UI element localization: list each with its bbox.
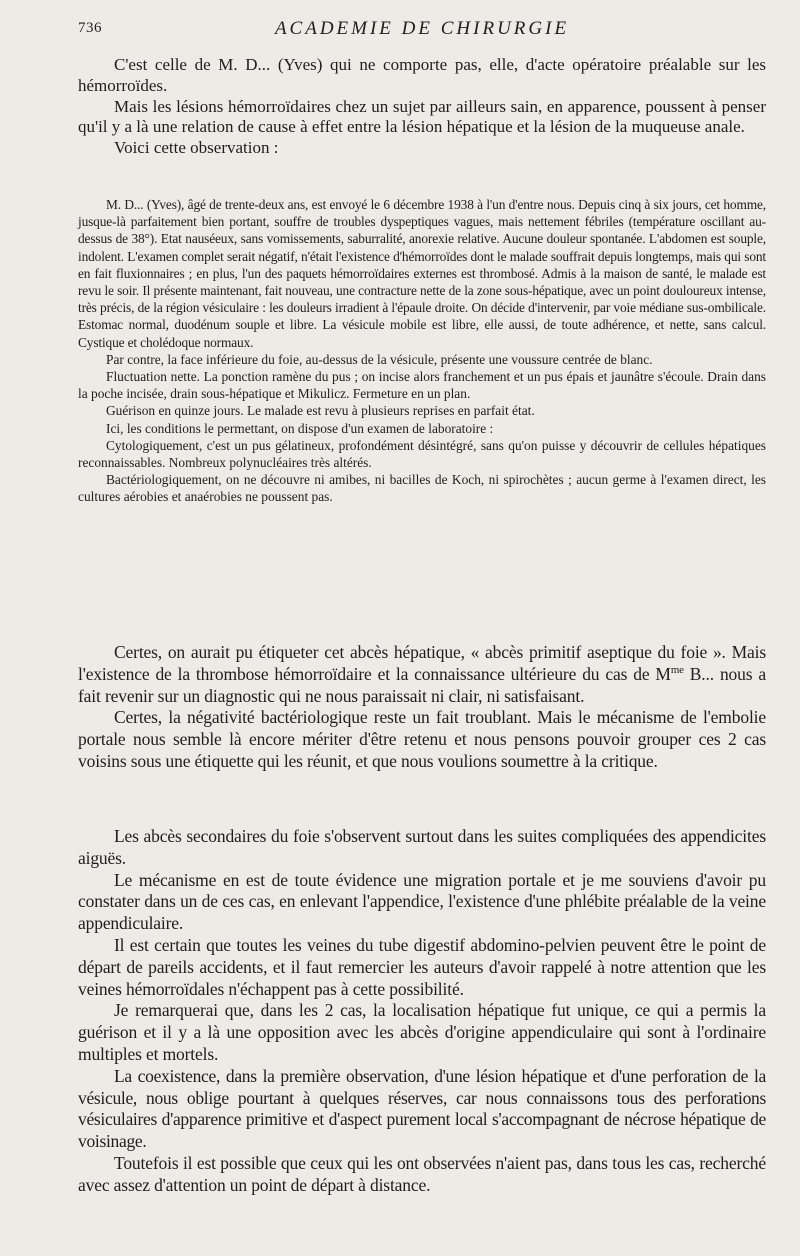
closing-paragraph: La coexistence, dans la première observation, d'une lésion hépatique et d'une perforation de la vésicule, nous oblige pourtant à quelques réserves, car nous connaissons tous des perforations vésiculaires d'apparence primitive et d'aspect purement local s'accompagnant de nécrose hépatique de voisinage. (78, 1065, 766, 1152)
discussion-section (78, 642, 766, 773)
observation-paragraph: M. D... (Yves), âgé de trente-deux ans, est envoyé le 6 décembre 1938 à l'un d'entre nous. Depuis cinq à six jours, cet homme, jusque-là parfaitement bien portant, souffre de troubles dyspeptiques vagues, mais nettement fébriles (température oscillant au-dessus de 38°). Etat nauséeux, sans vomissements, saburralité, anorexie relative. Aucune douleur spontanée. L'abdomen est souple, indolent. L'examen complet serait négatif, n'était l'existence d'hémorroïdes dont le malade souffrait depuis longtemps, mais qui sont en fait fluxionnaires ; en plus, l'un des paquets hémorroïdaires externes est thrombosé. Admis à la maison de santé, le malade est revu le soir. Il présente maintenant, fait nouveau, une contracture nette de la zone sous-hépatique, avec un point douloureux intense, très précis, de la région vésiculaire : les douleurs irradient à l'épaule droite. On décide d'intervenir, par voie médiane sus-ombilicale. Estomac normal, duodénum souple et libre. La vésicule mobile est libre, elle aussi, de toute adhérence, et nette, sans calcul. Cystique et cholédoque normaux. (78, 197, 766, 350)
closing-paragraph: Les abcès secondaires du foie s'observent surtout dans les suites compliquées des appendicites aiguës. (78, 826, 766, 868)
discussion-text: Certes, on aurait pu étiqueter cet abcès hépatique, « abcès primitif aseptique du foie ». Mais l'existence de la thrombose hémorroïdaire et la connaissance ultérieure du cas de M (78, 642, 766, 684)
observation-paragraph: Par contre, la face inférieure du foie, au-dessus de la vésicule, présente une voussure centrée de blanc. (106, 351, 653, 367)
page-number: 736 (78, 20, 102, 36)
observation-section (78, 196, 766, 506)
intro-paragraph: Mais les lésions hémorroïdaires chez un sujet par ailleurs sain, en apparence, poussent à penser qu'il y a là une relation de cause à effet entre la lésion hépatique et la lésion de la muqueuse anale. (78, 96, 766, 137)
discussion-paragraph: Certes, la négativité bactériologique reste un fait troublant. Mais le mécanisme de l'embolie portale nous semble là encore mériter d'être retenu et nous pensons pouvoir grouper ces 2 cas voisins sous une étiquette qui les réunit, et que nous voulions soumettre à la critique. (78, 707, 766, 771)
intro-paragraph: C'est celle de M. D... (Yves) qui ne comporte pas, elle, d'acte opératoire préalable sur les hémorroïdes. (78, 55, 766, 95)
discussion-text: B... nous a fait revenir sur un diagnostic qui ne nous paraissait ni clair, ni satisfaisant. (78, 663, 766, 706)
closing-section (78, 826, 766, 1197)
closing-paragraph: Toutefois il est possible que ceux qui les ont observées n'aient pas, dans tous les cas, recherché avec assez d'attention un point de départ à distance. (78, 1152, 766, 1195)
intro-section (78, 55, 766, 159)
title-superscript: me (670, 663, 684, 676)
observation-paragraph: Fluctuation nette. La ponction ramène du pus ; on incise alors franchement et un pus épais et jaunâtre s'écoule. Drain dans la poche incisée, drain sous-hépatique et Mikulicz. Fermeture en un plan. (78, 369, 766, 402)
page-header (78, 20, 766, 44)
discussion-paragraph (78, 642, 766, 707)
closing-paragraph: Le mécanisme en est de toute évidence une migration portale et je me souviens d'avoir pu constater dans un de ces cas, en enlevant l'appendice, l'existence d'une phlébite préalable de la veine appendiculaire. (78, 869, 766, 934)
closing-paragraph: Il est certain que toutes les veines du tube digestif abdomino-pelvien peuvent être le point de départ de pareils accidents, et il faut remercier les auteurs d'avoir rappelé à notre attention que les veines hémorroïdales n'échappent pas à cette possibilité. (78, 934, 766, 999)
observation-paragraph: Bactériologiquement, on ne découvre ni amibes, ni bacilles de Koch, ni spirochètes ; aucun germe à l'examen direct, les cultures aérobies et anaérobies ne poussent pas. (78, 472, 766, 505)
observation-paragraph: Ici, les conditions le permettant, on dispose d'un examen de laboratoire : (106, 420, 494, 436)
intro-paragraph: Voici cette observation : (114, 138, 279, 158)
observation-paragraph: Cytologiquement, c'est un pus gélatineux, profondément désintégré, sans qu'on puisse y découvrir de cellules hépatiques reconnaissables. Nombreux polynucléaires très altérés. (78, 437, 766, 471)
observation-paragraph: Guérison en quinze jours. Le malade est revu à plusieurs reprises en parfait état. (106, 403, 535, 419)
closing-paragraph: Je remarquerai que, dans les 2 cas, la localisation hépatique fut unique, ce qui a permis la guérison et il y a là une opposition avec les abcès d'origine appendiculaire qui sont à l'ordinaire multiples et mortels. (78, 1000, 766, 1064)
running-title: ACADEMIE DE CHIRURGIE (274, 18, 570, 39)
